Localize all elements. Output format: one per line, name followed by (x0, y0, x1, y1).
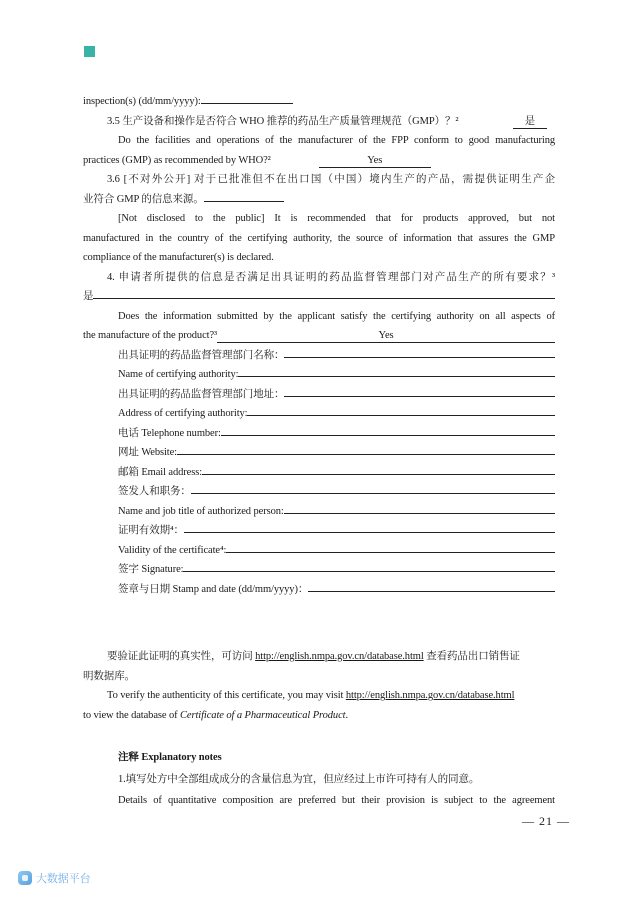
field-line-authority-name-en (83, 365, 555, 385)
verify-en-database-link[interactable]: http://english.nmpa.gov.cn/database.html (345, 690, 515, 701)
watermark-text: 大数据平台 (36, 873, 91, 885)
field-line-authority-address-zh (83, 385, 555, 405)
verify-en-pre: To verify the authenticity of this certificate, you may visit (107, 690, 346, 701)
verify-en2-post: . (345, 709, 348, 721)
note1-zh: 1.填写处方中全部组成成分的含量信息为宜，但应经过上市许可持有人的同意。 (118, 773, 480, 785)
q4-answer-zh: 是 (83, 291, 94, 302)
page-number: — 21 — (522, 814, 570, 828)
field-blank (183, 571, 555, 572)
field-blank (247, 415, 555, 416)
field-blank (238, 376, 555, 377)
verify-en-line1 (83, 686, 555, 706)
field-label: Address of certifying authority: (118, 408, 248, 419)
verify-zh-post: 查看药品出口销售证 (423, 651, 520, 662)
q36-en-line2: manufactured in the country of the certifying authority, the source of information that assures the GMP (83, 232, 555, 244)
q35-question-en-line1: Do the facilities and operations of the manufacturer of the FPP conform to good manufacturing (118, 135, 555, 146)
q35-question-en-line2: practices (GMP) as recommended by WHO?² (83, 154, 271, 166)
field-line-authorized-person-zh (83, 482, 555, 502)
field-line-validity-en (83, 541, 555, 561)
corner-mark (84, 46, 95, 57)
verify-zh-pre: 要验证此证明的真实性，可访问 (107, 651, 256, 662)
field-blank (284, 357, 555, 358)
verify-zh-line1 (83, 647, 555, 667)
field-label: Validity of the certificate⁴: (118, 544, 227, 556)
field-label: 签字 Signature: (118, 564, 184, 575)
field-line-stamp-date (83, 580, 555, 600)
verify-en-line2 (83, 706, 555, 726)
q36-zh-line2 (83, 190, 555, 210)
field-line-email (83, 463, 555, 483)
q35-answer-zh: 是 (513, 116, 547, 129)
field-blank (284, 513, 555, 514)
field-blank (221, 435, 555, 436)
verify-zh-database-link[interactable]: http://english.nmpa.gov.cn/database.html (255, 651, 424, 662)
explanatory-notes-section (83, 747, 555, 812)
field-label: Name of certifying authority: (118, 369, 239, 380)
q35-question-zh: 3.5 生产设备和操作是否符合 WHO 推荐的药品生产质量管理规范（GMP）？² (107, 115, 459, 127)
field-label: 网址 Website: (118, 447, 178, 458)
q36-en-line1: [Not disclosed to the public] It is recommended that for products approved, but not (118, 213, 555, 224)
inspection-date-line (83, 92, 555, 112)
q4-question-en-line2: the manufacture of the product?³ (83, 330, 218, 341)
q4-en-line1: Does the information submitted by the applicant satisfy the certifying authority on all aspects of (118, 310, 555, 322)
notes-heading: 注释 Explanatory notes (118, 752, 222, 763)
q35-en-answer-line (83, 151, 555, 171)
q4-answer-en: Yes (217, 330, 555, 343)
field-label: 邮箱 Email address: (118, 466, 203, 478)
field-line-signature (83, 560, 555, 580)
q4-en-answer-line (83, 326, 555, 346)
field-line-authority-name-zh (83, 346, 555, 366)
watermark (18, 870, 91, 886)
field-label: 电话 Telephone number: (118, 427, 221, 439)
q36-question-zh-line1: 3.6 [不对外公开] 对于已批准但不在出口国（中国）境内生产的产品，需提供证明生产企 (107, 174, 555, 185)
inspection-date-label: inspection(s) (dd/mm/yyyy): (83, 96, 201, 107)
section-spacer (83, 725, 555, 747)
field-line-validity-zh (83, 521, 555, 541)
verify-zh-line2: 明数据库。 (83, 670, 135, 682)
field-label: Name and job title of authorized person: (118, 505, 284, 517)
field-blank (226, 552, 555, 553)
section-spacer (83, 599, 555, 647)
field-label: 签章与日期 Stamp and date (dd/mm/yyyy)： (118, 583, 309, 595)
field-line-authority-address-en (83, 404, 555, 424)
field-line-telephone (83, 424, 555, 444)
q35-answer-en: Yes (319, 155, 431, 168)
field-label: 签发人和职务： (118, 486, 191, 497)
field-label: 证明有效期⁴： (118, 525, 184, 536)
field-blank (284, 396, 555, 397)
verify-en2-pre: to view the database of (83, 709, 181, 721)
field-blank (308, 591, 555, 592)
field-label: 出具证明的药品监督管理部门地址： (118, 388, 285, 400)
certificate-title-italic: Certificate of a Pharmaceutical Product (180, 709, 346, 721)
q4-zh-answer-line (83, 287, 555, 307)
q36-blank-field (204, 201, 284, 202)
field-blank (177, 454, 555, 455)
page-content (83, 92, 555, 812)
field-blank (191, 493, 555, 494)
q36-question-zh-line2: 业符合 GMP 的信息来源。 (83, 193, 204, 205)
field-line-website (83, 443, 555, 463)
inspection-date-blank-field (201, 103, 293, 104)
q36-en-line3: compliance of the manufacturer(s) is declared. (83, 252, 274, 263)
watermark-logo-icon (18, 871, 32, 885)
field-line-authorized-person-en (83, 502, 555, 522)
q35-zh-line (83, 112, 555, 132)
note1-en: Details of quantitative composition are preferred but their provision is subject to the agreement (118, 795, 555, 806)
field-blank (184, 532, 555, 533)
q4-answer-blank (93, 298, 555, 299)
q4-question-zh-line1: 4. 申请者所提供的信息是否满足出具证明的药品监督管理部门对产品生产的所有要求？³ (107, 271, 555, 283)
field-blank (202, 474, 555, 475)
field-label: 出具证明的药品监督管理部门名称： (118, 349, 285, 361)
